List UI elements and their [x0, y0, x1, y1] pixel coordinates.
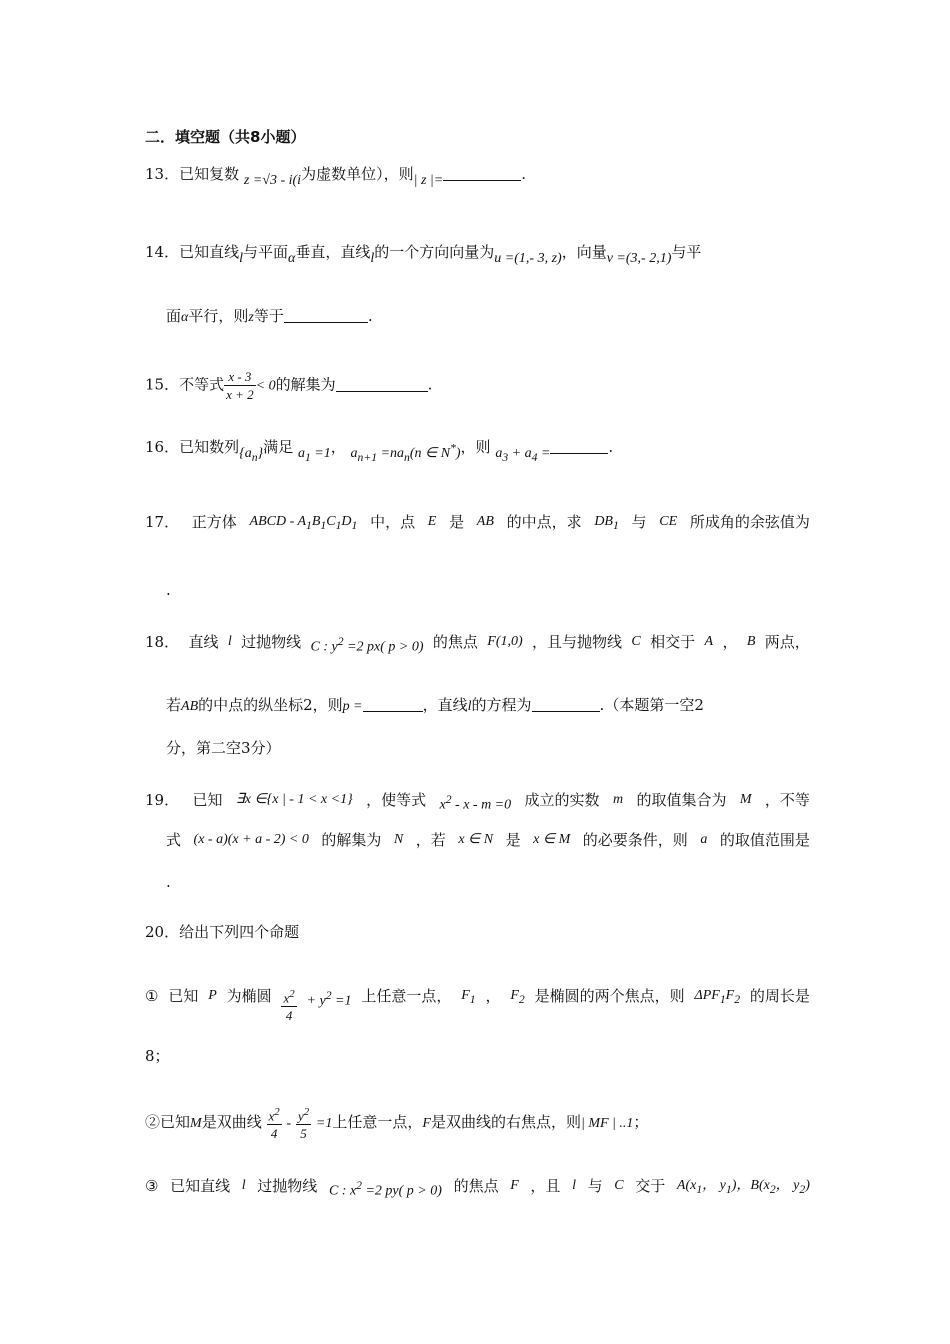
q15-fraction: $\frac{x - 3}{x + 2}$ [226, 369, 254, 402]
answer-blank [363, 697, 423, 712]
question-16: 16．已知数列$\{a_n\}$满足 $a_1 =1$， $a_{n+1} =na_n(n$ ∈ N*)，则 $a_3 + a_4$ = . [145, 438, 614, 464]
proposition-3: ③ 已知直线 l 过抛物线 C : $x^2 =2$ py( p > 0) 的焦点 F ，且 l 与 C 交于 $A(x_1$， $y_1$)，$B(x_2$， $y_2$) [145, 1177, 810, 1199]
question-19-line2: 式 (x - a)(x + a - 2) < 0 的解集为 N ，若 x ∈ N 是 x ∈ M 的必要条件，则 a 的取值范围是 [166, 831, 810, 849]
section-title: 二．填空题（共8小题） [145, 128, 306, 146]
answer-blank [336, 377, 428, 392]
question-19-end: . [166, 873, 171, 891]
answer-blank [284, 308, 368, 323]
proposition-1: ① 已知 P 为椭圆 $\frac{x^2}{4}$ + $y^2 =1$ 上任意一点， $F_1$ ， $F_2$ 是椭圆的两个焦点，则 $\Delta PF_1F_2$ 的周长是 [145, 987, 810, 1024]
question-20: 20．给出下列四个命题 [145, 923, 300, 941]
proposition-2: ②已知M是双曲线 $\frac{x^2}{4}$ - $\frac{y^2}{5}$ =1上任意一点，F是双曲线的右焦点，则| MF | ..1； [145, 1106, 649, 1142]
question-19: 19． 已知 ∃x ∈{x | - 1 < x <1} ，使等式 $x^2 - x - m =0$ 成立的实数 m 的取值集合为 M ，不等 [145, 791, 810, 813]
question-14-line2: 面α平行，则z等于 . [166, 307, 373, 325]
answer-blank [443, 166, 521, 181]
question-18: 18． 直线 l 过抛物线 C : $y^2 =2$ px( p > 0) 的焦点 F(1,0) ，且与抛物线 C 相交于 A ， B 两点， [145, 633, 810, 655]
proposition-1-line2: 8； [145, 1047, 170, 1065]
q13-expression: z =√3 - i(i [243, 173, 302, 188]
question-18-line3: 分，第二空3分） [166, 739, 281, 757]
question-13: 13．已知复数 z =√3 - i(i为虚数单位），则| z |= . [145, 165, 526, 188]
answer-blank [532, 697, 600, 712]
question-17-end: . [166, 581, 171, 599]
question-15: 15．不等式 $\frac{x - 3}{x + 2}$ < 0的解集为 . [145, 369, 433, 402]
q13-number: 13． [145, 165, 180, 183]
question-18-line2: 若AB的中点的纵坐标2，则p = ，直线l的方程为 .（本题第一空2 [166, 696, 704, 714]
question-14: 14．已知直线l与平面α垂直，直线l的一个方向向量为u =(1,- 3, z)，向量v =(3,- 2,1)与平 [145, 243, 702, 266]
question-17: 17． 正方体 ABCD - $A_1B_1C_1D_1$ 中，点 E 是 AB 的中点，求 $DB_1$ 与 CE 所成角的余弦值为 [145, 513, 810, 532]
answer-blank [550, 439, 608, 454]
